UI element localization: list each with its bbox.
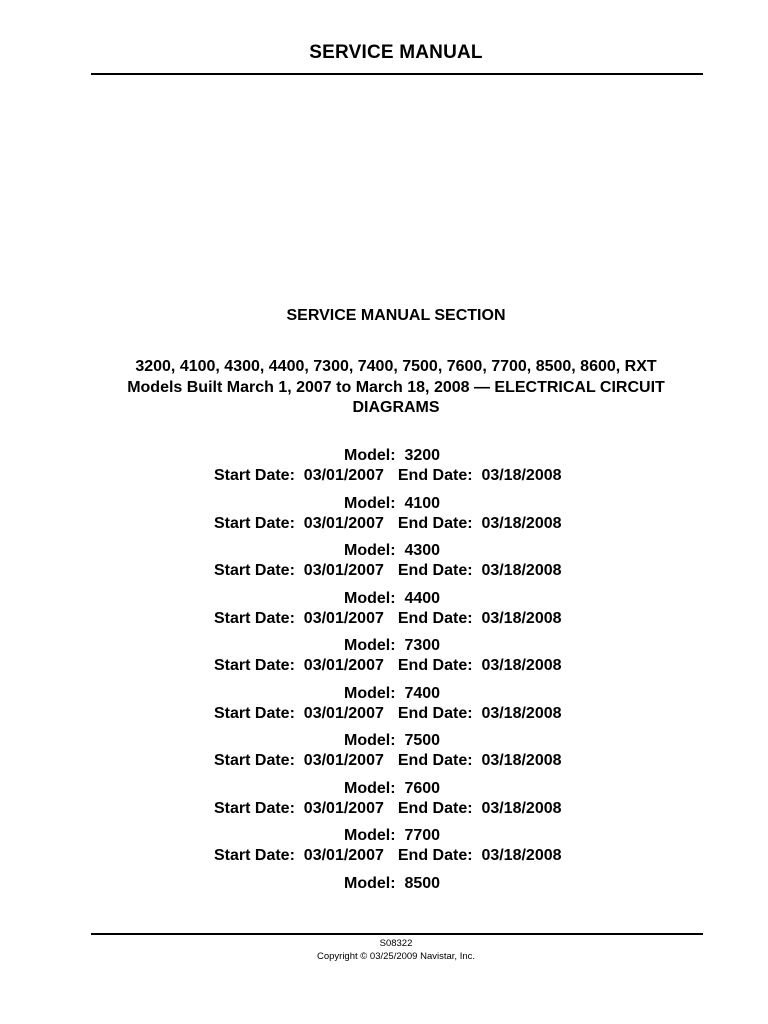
end-date-label: End Date: [397,799,473,817]
model-label: Model: [344,494,396,512]
end-date-value: 03/18/2008 [481,847,562,864]
end-date-value: 03/18/2008 [481,704,562,722]
model-number: 8500 [404,874,441,892]
model-label: Model: [344,779,396,797]
end-date-value: 03/18/2008 [481,752,562,769]
section-title: SERVICE MANUAL SECTION [286,307,506,324]
model-line [344,637,440,655]
model-line [344,495,440,513]
start-date-label: Start Date: [214,847,295,864]
model-number: 7600 [404,779,441,797]
end-date-label: End Date: [397,609,473,627]
start-date-value: 03/01/2007 [303,609,384,627]
model-line [344,590,440,608]
start-date-label: Start Date: [214,799,295,817]
model-entry [0,875,768,923]
start-date-label: Start Date: [214,562,295,579]
model-number: 4300 [404,542,441,559]
start-date-label: Start Date: [214,514,295,532]
start-date-value: 03/01/2007 [303,847,384,864]
date-line [214,847,562,865]
model-line [344,685,440,703]
model-line [344,732,440,750]
end-date-label: End Date: [397,704,473,722]
model-entry [0,685,768,733]
model-line [344,780,440,798]
model-entry [0,780,768,828]
footer-copyright: Copyright © 03/25/2009 Navistar, Inc. [316,951,476,962]
start-date-label: Start Date: [214,657,295,674]
date-line [214,467,562,485]
model-line [344,542,440,560]
start-date-value: 03/01/2007 [303,799,384,817]
start-date-value: 03/01/2007 [303,514,384,532]
start-date-value: 03/01/2007 [303,562,384,579]
document-title-line: DIAGRAMS [352,399,440,416]
model-number: 4400 [404,589,441,607]
page-header-title: SERVICE MANUAL [309,42,483,63]
model-line [344,875,440,893]
model-label: Model: [344,732,396,749]
end-date-value: 03/18/2008 [481,609,562,627]
start-date-label: Start Date: [214,752,295,769]
end-date-label: End Date: [397,562,473,579]
end-date-label: End Date: [397,514,473,532]
model-number: 7300 [404,637,441,654]
end-date-label: End Date: [397,657,473,674]
date-line [214,610,562,628]
start-date-label: Start Date: [214,609,295,627]
end-date-label: End Date: [397,847,473,864]
end-date-label: End Date: [397,752,473,769]
model-label: Model: [344,637,396,654]
start-date-label: Start Date: [214,704,295,722]
model-label: Model: [344,589,396,607]
date-line [214,562,562,580]
date-line [214,752,562,770]
model-label: Model: [344,447,396,464]
model-list [0,447,768,922]
end-date-value: 03/18/2008 [481,514,562,532]
model-line [344,827,440,845]
model-entry [0,732,768,780]
end-date-value: 03/18/2008 [481,657,562,674]
model-number: 7400 [404,684,441,702]
model-number: 3200 [404,447,441,464]
model-number: 4100 [404,494,441,512]
start-date-value: 03/01/2007 [303,752,384,769]
model-number: 7700 [404,827,441,844]
end-date-value: 03/18/2008 [481,562,562,579]
model-entry [0,495,768,543]
model-label: Model: [344,874,396,892]
model-number: 7500 [404,732,441,749]
end-date-label: End Date: [397,467,473,484]
footer-document-code: S08322 [379,938,413,949]
date-line [214,800,562,818]
model-entry [0,542,768,590]
model-label: Model: [344,684,396,702]
document-title-line: 3200, 4100, 4300, 4400, 7300, 7400, 7500, 7600, 7700, 8500, 8600, RXT [135,358,657,375]
start-date-value: 03/01/2007 [303,467,384,484]
header-divider [91,73,703,75]
end-date-value: 03/18/2008 [481,467,562,484]
document-title [90,357,702,419]
end-date-value: 03/18/2008 [481,799,562,817]
date-line [214,705,562,723]
model-entry [0,590,768,638]
footer-divider [91,933,703,935]
start-date-value: 03/01/2007 [303,704,384,722]
document-title-line: Models Built March 1, 2007 to March 18, 2008 — ELECTRICAL CIRCUIT [127,378,665,396]
model-label: Model: [344,542,396,559]
model-entry [0,827,768,875]
model-label: Model: [344,827,396,844]
start-date-value: 03/01/2007 [303,657,384,674]
date-line [214,515,562,533]
date-line [214,657,562,675]
model-entry [0,637,768,685]
model-entry [0,447,768,495]
model-line [344,447,440,465]
start-date-label: Start Date: [214,467,295,484]
